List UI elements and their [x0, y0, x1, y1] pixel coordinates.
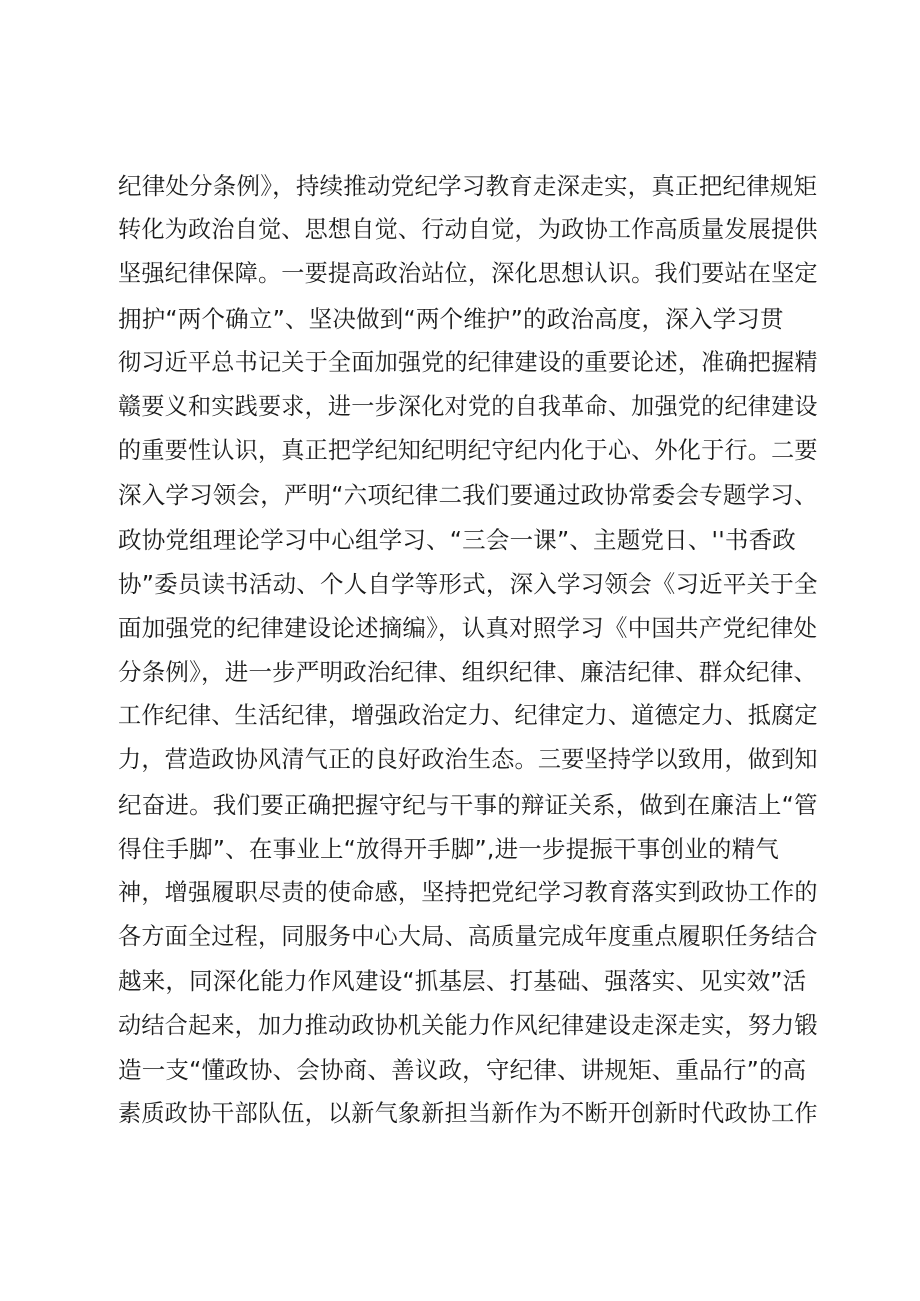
text-line: 越来，同深化能力作风建设“抓基层、打基础、强落实、见实效”活 [118, 967, 807, 996]
text-line: 素质政协干部队伍，以新气象新担当新作为不断开创新时代政协工作 [118, 1100, 818, 1127]
text-line: 造一支“懂政协、会协商、善议政，守纪律、讲规矩、重品行”的高 [118, 1055, 807, 1084]
text-line: 深入学习领会，严明“六项纪律二我们要通过政协常委会专题学习、 [118, 481, 818, 510]
text-line: 动结合起来，加力推动政协机关能力作风纪律建设走深走实，努力锻 [118, 1012, 818, 1039]
text-line: 政协党组理论学习中心组学习、“三会一课”、主题党日、''书香政 [118, 525, 796, 554]
text-line: 面加强党的纪律建设论述摘编》，认真对照学习《中国共产党纪律处 [118, 613, 818, 642]
text-line: 拥护“两个确立”、坚决做到“两个维护”的政治高度，深入学习贯 [118, 304, 784, 333]
text-line: 彻习近平总书记关于全面加强党的纪律建设的重要论述，准确把握精 [118, 349, 818, 376]
text-line: 协”委员读书活动、个人自学等形式，深入学习领会《习近平关于全 [118, 569, 818, 598]
text-line: 赣要义和实践要求，进一步深化对党的自我革命、加强党的纪律建设 [118, 393, 818, 420]
text-line: 分条例》，进一步严明政治纪律、组织纪律、廉洁纪律、群众纪律、 [118, 658, 818, 687]
body-text [118, 164, 818, 1136]
text-line: 得住手脚”、在事业上“放得开手脚”,进一步提振干事创业的精气 [118, 834, 779, 863]
text-line: 纪奋进。我们要正确把握守纪与干事的辩证关系，做到在廉洁上“管 [118, 790, 818, 819]
text-line: 坚强纪律保障。一要提高政治站位，深化思想认识。我们要站在坚定 [118, 261, 818, 288]
text-line: 工作纪律、生活纪律，增强政治定力、纪律定力、道德定力、抵腐定 [118, 703, 818, 730]
text-line: 转化为政治自觉、思想自觉、行动自觉，为政协工作高质量发展提供 [118, 217, 818, 244]
text-line: 神，增强履职尽责的使命感，坚持把党纪学习教育落实到政协工作的 [118, 880, 818, 906]
text-line: 各方面全过程，同服务中心大局、高质量完成年度重点履职任务结合 [118, 924, 818, 951]
text-line: 力，营造政协风清气正的良好政治生态。三要坚持学以致用，做到知 [118, 747, 818, 774]
text-line: 的重要性认识，真正把学纪知纪明纪守纪内化于心、外化于行。二要 [118, 438, 818, 465]
text-line: 纪律处分条例》，持续推动党纪学习教育走深走实，真正把纪律规矩 [118, 172, 818, 200]
